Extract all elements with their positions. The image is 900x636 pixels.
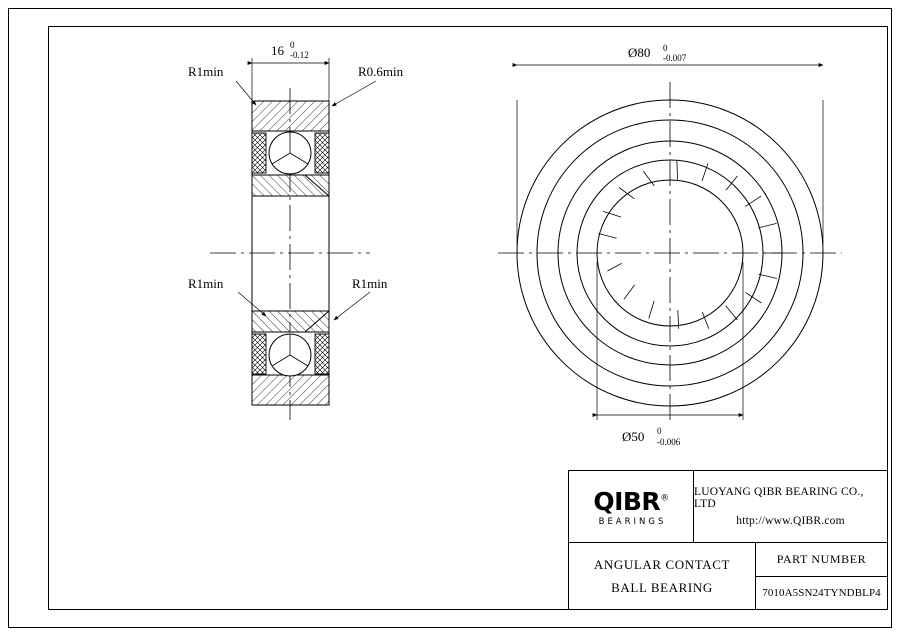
od-tol-lower: -0.007 [663, 53, 687, 63]
leader-r1min-upper-left [236, 81, 256, 105]
registered-trademark-icon: ® [660, 493, 669, 504]
product-line-1: ANGULAR CONTACT [593, 556, 731, 572]
title-block [568, 470, 888, 610]
section-view [188, 40, 404, 420]
ball-pockets [598, 161, 782, 329]
note-r1min-upper-left: R1min [188, 64, 224, 79]
outer-ring-lower [252, 375, 329, 405]
product-line-2: BALL BEARING [611, 579, 713, 595]
part-number-value: 7010A5SN24TYNDBLP4 [762, 586, 881, 599]
od-tol-upper: 0 [663, 43, 668, 53]
note-r1min-lower-left: R1min [188, 276, 224, 291]
cage-block-lower-right [315, 334, 329, 374]
od-dim-value: Ø80 [628, 45, 651, 60]
logo-brand-text: QIBR [593, 486, 661, 516]
leader-r1min-lower-right [334, 292, 370, 320]
leader-r06min [332, 81, 376, 106]
logo-wordmark [593, 486, 669, 516]
title-block-body [569, 543, 887, 609]
part-number-block [756, 543, 887, 609]
width-tol-upper: 0 [290, 40, 295, 50]
brand-logo [569, 471, 694, 542]
cage-block-lower-left [252, 334, 266, 374]
product-description [569, 543, 756, 609]
bore-tol-upper: 0 [657, 426, 662, 436]
note-r1min-lower-right: R1min [352, 276, 388, 291]
cage-block-upper-right [315, 133, 329, 173]
width-dim-value: 16 [271, 43, 284, 58]
logo-tagline: BEARINGS [598, 516, 667, 527]
bore-dim-value: Ø50 [622, 429, 645, 444]
cage-block-upper-left [252, 133, 266, 173]
outer-ring-upper [252, 101, 329, 131]
note-r06min: R0.6min [358, 64, 404, 79]
company-name: LUOYANG QIBR BEARING CO., LTD [694, 486, 864, 510]
company-url: http://www.QIBR.com [736, 515, 845, 527]
title-block-header [569, 471, 887, 543]
front-view [498, 43, 842, 447]
width-tol-lower: -0.12 [290, 50, 309, 60]
bore-tol-lower: -0.006 [657, 437, 681, 447]
part-number-label: PART NUMBER [756, 543, 887, 577]
company-info [694, 471, 887, 542]
